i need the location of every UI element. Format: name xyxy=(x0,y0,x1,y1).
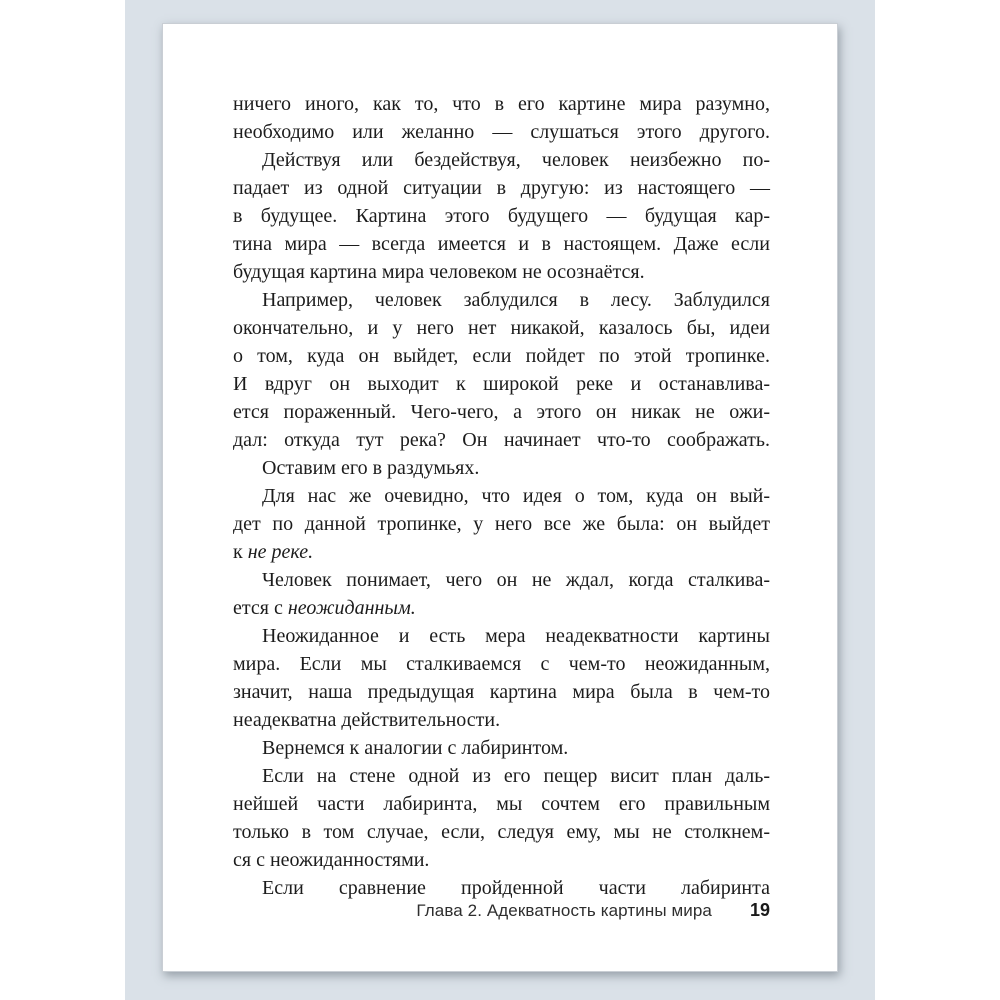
text-segment: неадекватна действительности. xyxy=(233,709,501,731)
text-segment: Человек понимает, чего он не ждал, когда сталкива- xyxy=(262,569,770,591)
text-segment: Оставим его в раздумьях. xyxy=(262,457,480,479)
text-line xyxy=(233,230,770,258)
text-line xyxy=(233,258,770,286)
text-line xyxy=(233,510,770,538)
text-segment: Действуя или бездействуя, человек неизбежно по- xyxy=(262,149,770,171)
text-line xyxy=(233,482,770,510)
text-segment: Вернемся к аналогии с лабиринтом. xyxy=(262,737,569,759)
text-line xyxy=(233,790,770,818)
text-line xyxy=(233,90,770,118)
text-line xyxy=(233,398,770,426)
text-line xyxy=(233,146,770,174)
text-segment: мира. Если мы сталкиваемся с чем-то неожиданным, xyxy=(233,653,770,675)
text-line xyxy=(233,118,770,146)
footer-page-number: 19 xyxy=(749,900,770,920)
text-segment: дет по данной тропинке, у него все же была: он выйдет xyxy=(233,513,770,535)
text-segment: только в том случае, если, следуя ему, мы не столкнем- xyxy=(233,821,770,843)
text-line xyxy=(233,650,770,678)
text-line xyxy=(233,342,770,370)
text-segment-italic: неожиданным. xyxy=(287,597,416,619)
text-segment: будущая картина мира человеком не осознаётся. xyxy=(233,261,645,283)
text-line xyxy=(233,594,770,622)
page-text xyxy=(233,90,770,902)
book-page xyxy=(162,23,838,972)
text-line xyxy=(233,566,770,594)
text-segment: к xyxy=(233,541,248,563)
text-segment: падает из одной ситуации в другую: из настоящего — xyxy=(233,177,770,199)
text-line xyxy=(233,426,770,454)
text-segment: И вдруг он выходит к широкой реке и останавлива- xyxy=(233,373,770,395)
text-line xyxy=(233,846,770,874)
text-line xyxy=(233,622,770,650)
text-line xyxy=(233,818,770,846)
text-segment: необходимо или желанно — слушаться этого другого. xyxy=(233,121,770,143)
text-segment: ется с xyxy=(233,597,288,619)
text-segment: тина мира — всегда имеется и в настоящем. Даже если xyxy=(233,233,770,255)
text-line xyxy=(233,174,770,202)
text-segment: Если сравнение пройденной части лабиринта xyxy=(262,877,770,899)
text-segment: Например, человек заблудился в лесу. Заблудился xyxy=(262,289,770,311)
text-segment: окончательно, и у него нет никакой, казалось бы, идеи xyxy=(233,317,770,339)
text-line xyxy=(233,874,770,902)
text-line xyxy=(233,538,770,566)
text-line xyxy=(233,706,770,734)
text-line xyxy=(233,678,770,706)
text-line xyxy=(233,762,770,790)
text-segment: Неожиданное и есть мера неадекватности картины xyxy=(262,625,770,647)
text-segment-italic: не реке. xyxy=(247,541,314,563)
text-segment: ничего иного, как то, что в его картине мира разумно, xyxy=(233,93,770,115)
page-footer xyxy=(233,900,770,921)
text-line xyxy=(233,202,770,230)
text-segment: Для нас же очевидно, что идея о том, куда он вый- xyxy=(262,485,770,507)
text-segment: нейшей части лабиринта, мы сочтем его правильным xyxy=(233,793,770,815)
text-segment: дал: откуда тут река? Он начинает что-то соображать. xyxy=(233,429,770,451)
text-line xyxy=(233,286,770,314)
text-segment: ется пораженный. Чего-чего, а этого он никак не ожи- xyxy=(233,401,770,423)
text-line xyxy=(233,370,770,398)
text-segment: значит, наша предыдущая картина мира была в чем-то xyxy=(233,681,770,703)
text-line xyxy=(233,314,770,342)
text-line xyxy=(233,734,770,762)
text-segment: Если на стене одной из его пещер висит план даль- xyxy=(262,765,770,787)
text-segment: в будущее. Картина этого будущего — будущая кар- xyxy=(233,205,770,227)
text-line xyxy=(233,454,770,482)
text-segment: о том, куда он выйдет, если пойдет по этой тропинке. xyxy=(233,345,770,367)
text-segment: ся с неожиданностями. xyxy=(233,849,430,871)
footer-chapter-title: Глава 2. Адекватность картины мира xyxy=(416,901,712,920)
